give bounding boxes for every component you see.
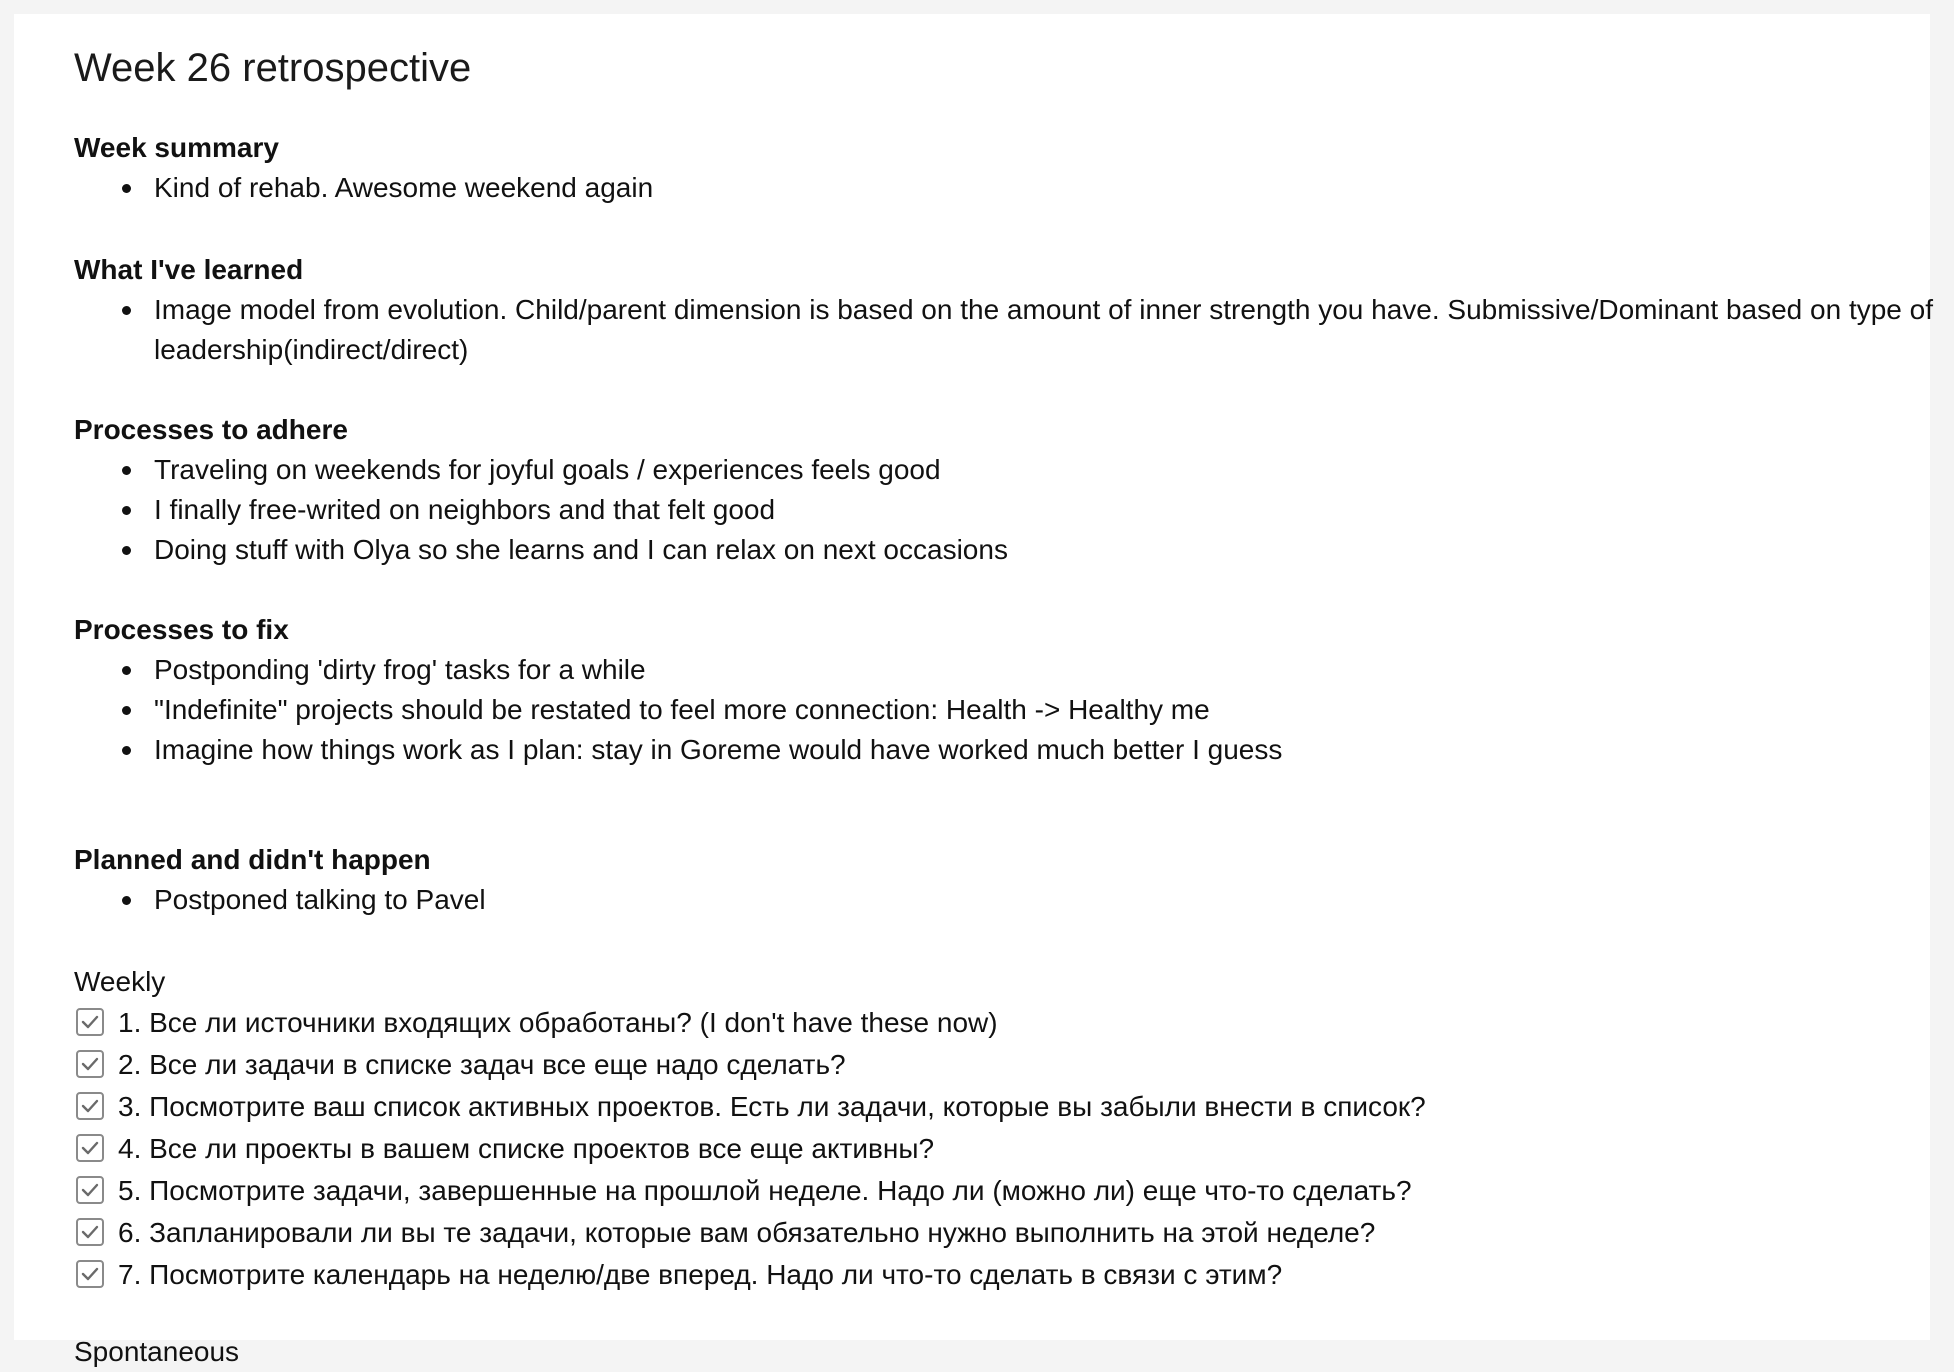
bullet-list	[74, 880, 1874, 920]
section-processes-adhere	[74, 410, 1874, 570]
checklist-item[interactable]: 4. Все ли проекты в вашем списке проектов все еще активны?	[74, 1128, 1874, 1170]
section-heading[interactable]: Planned and didn't happen	[74, 844, 431, 875]
page-title[interactable]: Week 26 retrospective	[74, 46, 472, 90]
bullet-icon	[122, 746, 131, 755]
bullet-icon	[122, 306, 131, 315]
list-item[interactable]: I finally free-writed on neighbors and that felt good	[154, 490, 1874, 530]
checkbox-checked[interactable]	[76, 1134, 104, 1162]
checklist-item[interactable]: 1. Все ли источники входящих обработаны? (I don't have these now)	[74, 1002, 1874, 1044]
bullet-icon	[122, 466, 131, 475]
weekly-heading[interactable]: Weekly	[74, 966, 166, 997]
section-heading[interactable]: Processes to fix	[74, 614, 289, 645]
check-icon	[81, 1098, 99, 1114]
check-icon	[81, 1140, 99, 1156]
bullet-icon	[122, 184, 131, 193]
list-item[interactable]: Doing stuff with Olya so she learns and I can relax on next occasions	[154, 530, 1874, 570]
checkbox-checked[interactable]	[76, 1260, 104, 1288]
section-what-learned	[74, 250, 1934, 370]
checklist-item[interactable]: 7. Посмотрите календарь на неделю/две вперед. Надо ли что-то сделать в связи с этим?	[74, 1254, 1874, 1296]
list-item[interactable]: "Indefinite" projects should be restated to feel more connection: Health -> Healthy me	[154, 690, 1874, 730]
checklist-item[interactable]: 3. Посмотрите ваш список активных проектов. Есть ли задачи, которые вы забыли внести в список?	[74, 1086, 1874, 1128]
list-item[interactable]: Postponed talking to Pavel	[154, 880, 1874, 920]
checklist-item[interactable]: 5. Посмотрите задачи, завершенные на прошлой неделе. Надо ли (можно ли) еще что-то сделать?	[74, 1170, 1874, 1212]
list-item[interactable]: Imagine how things work as I plan: stay in Goreme would have worked much better I guess	[154, 730, 1874, 770]
bullet-list	[74, 650, 1874, 770]
check-icon	[81, 1182, 99, 1198]
checkbox-checked[interactable]	[76, 1176, 104, 1204]
bullet-list	[74, 168, 1874, 208]
bullet-icon	[122, 706, 131, 715]
weekly-checklist	[74, 1002, 1874, 1296]
bullet-list	[74, 450, 1874, 570]
section-heading[interactable]: Week summary	[74, 132, 279, 163]
checkbox-checked[interactable]	[76, 1092, 104, 1120]
checklist-item[interactable]: 2. Все ли задачи в списке задач все еще надо сделать?	[74, 1044, 1874, 1086]
section-heading[interactable]: What I've learned	[74, 254, 304, 285]
list-item[interactable]: Traveling on weekends for joyful goals / experiences feels good	[154, 450, 1874, 490]
checkbox-checked[interactable]	[76, 1218, 104, 1246]
note-page	[14, 14, 1934, 1367]
section-planned-not-happened	[74, 840, 1874, 920]
list-item[interactable]: Postponding 'dirty frog' tasks for a while	[154, 650, 1874, 690]
bullet-icon	[122, 896, 131, 905]
check-icon	[81, 1224, 99, 1240]
section-heading[interactable]: Processes to adhere	[74, 414, 348, 445]
checklist-item[interactable]: 6. Запланировали ли вы те задачи, которые вам обязательно нужно выполнить на этой неделе?	[74, 1212, 1874, 1254]
bullet-icon	[122, 546, 131, 555]
section-processes-fix	[74, 610, 1874, 770]
spontaneous-heading[interactable]: Spontaneous	[74, 1336, 240, 1367]
section-weekly	[74, 962, 1874, 1296]
bullet-list	[74, 290, 1934, 370]
bullet-icon	[122, 666, 131, 675]
check-icon	[81, 1056, 99, 1072]
bullet-icon	[122, 506, 131, 515]
section-week-summary	[74, 128, 1874, 208]
checkbox-checked[interactable]	[76, 1050, 104, 1078]
checkbox-checked[interactable]	[76, 1008, 104, 1036]
list-item[interactable]: Kind of rehab. Awesome weekend again	[154, 168, 1874, 208]
list-item[interactable]: Image model from evolution. Child/parent dimension is based on the amount of inner strength you have. Submissive/Dominant based on type of leadership(indirect/direct)	[154, 290, 1954, 370]
check-icon	[81, 1266, 99, 1282]
check-icon	[81, 1014, 99, 1030]
